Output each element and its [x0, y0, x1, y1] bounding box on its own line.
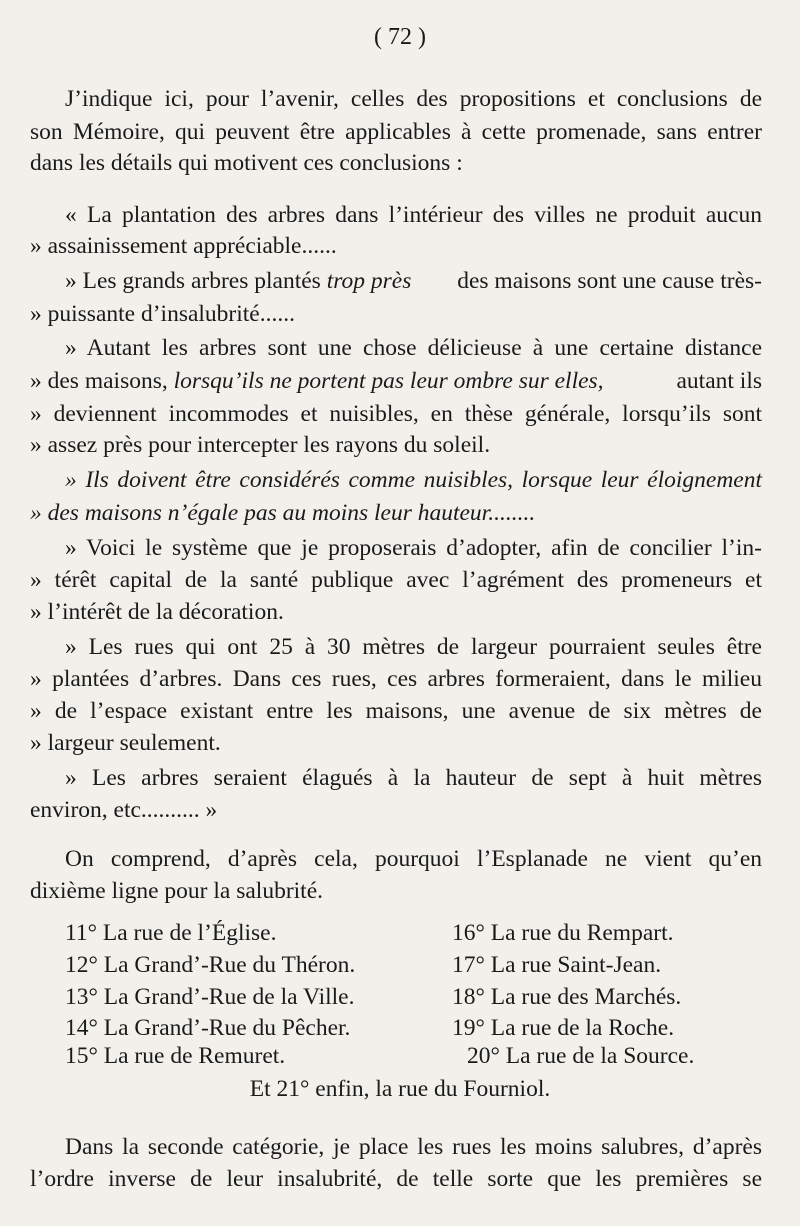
list-item: 14° La Grand’-Rue du Pêcher.	[65, 1015, 351, 1041]
list-item: 16° La rue du Rempart.	[452, 920, 674, 946]
quote-text: des maisons sont une cause très-	[457, 268, 762, 294]
quote-line	[30, 366, 762, 396]
list-item: 15° La rue de Remuret.	[65, 1043, 286, 1069]
quote-line: « La plantation des arbres dans l’intérieur des villes ne produit aucun	[65, 202, 762, 228]
quote-line: » térêt capital de la santé publique avec l’agrément des promeneurs et	[30, 567, 762, 593]
quote-line: » l’intérêt de la décoration.	[30, 599, 284, 625]
paragraph-line: On comprend, d’après cela, pourquoi l’Esplanade ne vient qu’en	[65, 846, 762, 872]
quote-line: » plantées d’arbres. Dans ces rues, ces arbres formeraient, dans le milieu	[30, 666, 762, 692]
quote-text: » Les grands arbres plantés trop près	[65, 268, 412, 294]
list-item: 11° La rue de l’Église.	[65, 920, 277, 946]
paragraph-line: l’ordre inverse de leur insalubrité, de telle sorte que les premières se	[30, 1166, 762, 1192]
paragraph-line: dans les détails qui motivent ces conclusions :	[30, 150, 463, 176]
page-number: ( 72 )	[374, 24, 426, 50]
quote-line: » deviennent incommodes et nuisibles, en thèse générale, lorsqu’ils sont	[30, 401, 762, 427]
quote-line: » de l’espace existant entre les maisons, une avenue de six mètres de	[30, 698, 762, 724]
quote-line: » Autant les arbres sont une chose délicieuse à une certaine distance	[65, 335, 762, 361]
quote-line: » Les arbres seraient élagués à la hauteur de sept à huit mètres	[65, 765, 762, 791]
list-item: 18° La rue des Marchés.	[452, 984, 682, 1010]
quote-line: » Voici le système que je proposerais d’adopter, afin de concilier l’in-	[65, 535, 762, 561]
quote-text: » des maisons, lorsqu’ils ne portent pas leur ombre sur elles,	[30, 368, 604, 394]
quote-line: » largeur seulement.	[30, 730, 221, 756]
list-item: 19° La rue de la Roche.	[452, 1015, 675, 1041]
list-item: 20° La rue de la Source.	[467, 1043, 695, 1069]
quote-line: » puissante d’insalubrité......	[30, 301, 295, 327]
quote-line: environ, etc.......... »	[30, 797, 218, 823]
list-item: 17° La rue Saint-Jean.	[452, 952, 662, 978]
quote-line: » Ils doivent être considérés comme nuisibles, lorsque leur éloignement	[65, 467, 762, 493]
paragraph-line: dixième ligne pour la salubrité.	[30, 878, 324, 904]
quote-line	[65, 266, 762, 296]
quote-line: » assez près pour intercepter les rayons du soleil.	[30, 432, 491, 458]
final-list-item: Et 21° enfin, la rue du Fourniol.	[249, 1076, 551, 1102]
paragraph-line: Dans la seconde catégorie, je place les rues les moins salubres, d’après	[65, 1134, 762, 1160]
quote-line: » assainissement appréciable......	[30, 233, 337, 259]
list-item: 13° La Grand’-Rue de la Ville.	[65, 984, 355, 1010]
paragraph-line: J’indique ici, pour l’avenir, celles des propositions et conclusions de	[65, 86, 762, 112]
quote-line: » Les rues qui ont 25 à 30 mètres de largeur pourraient seules être	[65, 634, 762, 660]
quote-line: » des maisons n’égale pas au moins leur hauteur........	[30, 500, 536, 526]
paragraph-line: son Mémoire, qui peuvent être applicables à cette promenade, sans entrer	[30, 119, 762, 145]
list-item: 12° La Grand’-Rue du Théron.	[65, 952, 356, 978]
quote-text: autant ils	[676, 368, 762, 394]
